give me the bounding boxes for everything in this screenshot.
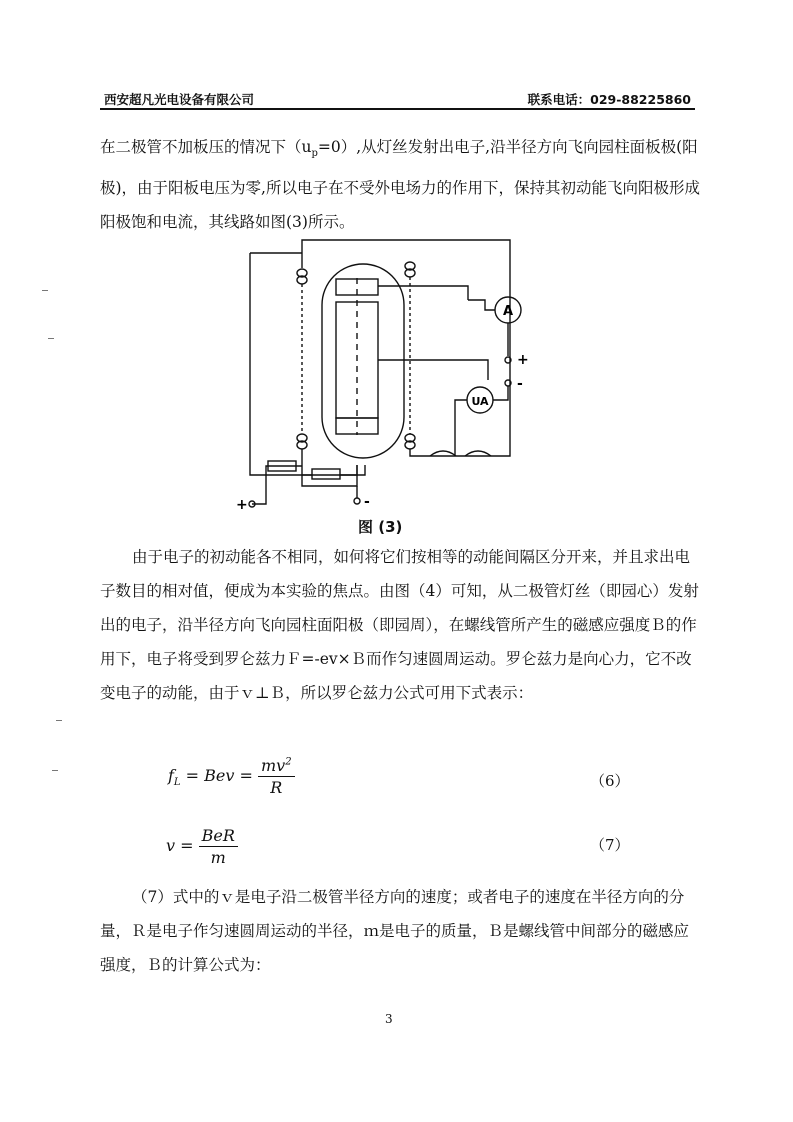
paragraph-intro-rest: =0）,从灯丝发射出电子,沿半径方向飞向园柱面板极(阳极)，由于阳板电压为零,所以电子在不受外电场力的作用下，保持其初动能飞向阳极形成阳极饱和电流，其线路如图(3)所示。 (100, 138, 700, 232)
equation-6 (168, 756, 295, 797)
page-header (100, 86, 695, 110)
eq6-numerator (258, 756, 295, 777)
eq6-num-sup: 2 (285, 756, 292, 768)
eq6-fraction (258, 756, 295, 797)
eq6-num-text: mv (260, 756, 286, 775)
eq6-denominator: R (270, 778, 283, 797)
contact-phone: 联系电话：029-88225860 (527, 92, 691, 107)
margin-mark (52, 770, 58, 771)
company-name: 西安超凡光电设备有限公司 (104, 92, 255, 107)
eq6-middle: = Bev = (180, 766, 258, 785)
circuit-diagram (230, 228, 530, 518)
equation-7-number: （7） (590, 836, 630, 854)
page-number: 3 (385, 1012, 393, 1026)
eq6-lhs: f (168, 766, 174, 785)
paragraph-definitions: （7）式中的ｖ是电子沿二极管半径方向的速度；或者电子的速度在半径方向的分量，Ｒ是电子作匀速圆周运动的半径，ｍ是电子的质量，Ｂ是螺线管中间部分的磁感应强度，Ｂ的计算公式为： (100, 888, 690, 974)
eq7-lhs: v = (166, 836, 199, 855)
microammeter-label: UA (471, 395, 489, 408)
eq7-numerator: BeR (199, 826, 238, 847)
eq7-fraction (199, 826, 238, 867)
eq6-lhs-sub: L (173, 777, 181, 789)
paragraph-intro-text: 在二极管不加板压的情况下（u (100, 138, 312, 156)
paragraph-explanation: 由于电子的初动能各不相同，如何将它们按相等的动能间隔区分开来，并且求出电子数目的相对值，便成为本实验的焦点。由图（4）可知，从二极管灯丝（即园心）发射出的电子，沿半径方向飞向园柱面阳极（即园周），在螺线管所产生的磁感应强度Ｂ的作用下，电子将受到罗仑兹力Ｆ=-ev×Ｂ而作匀速圆周运动。罗仑兹力是向心力，它不改变电子的动能，由于ｖ⊥Ｂ，所以罗仑兹力公式可用下式表示： (100, 548, 699, 702)
margin-mark (42, 290, 48, 291)
subscript-p: p (311, 148, 318, 160)
plus-terminal-bottom: + (236, 497, 248, 513)
margin-mark (48, 338, 54, 339)
ammeter-label: A (502, 304, 514, 319)
equation-6-number: （6） (590, 772, 630, 790)
equation-7 (166, 826, 238, 867)
paragraph-intro (100, 130, 700, 239)
minus-terminal-right: - (517, 376, 523, 392)
minus-terminal-bottom: - (364, 494, 370, 510)
figure-caption: 图 (3) (358, 518, 403, 536)
margin-mark (56, 720, 62, 721)
eq7-denominator: m (210, 848, 226, 867)
plus-terminal-right: + (517, 352, 529, 368)
